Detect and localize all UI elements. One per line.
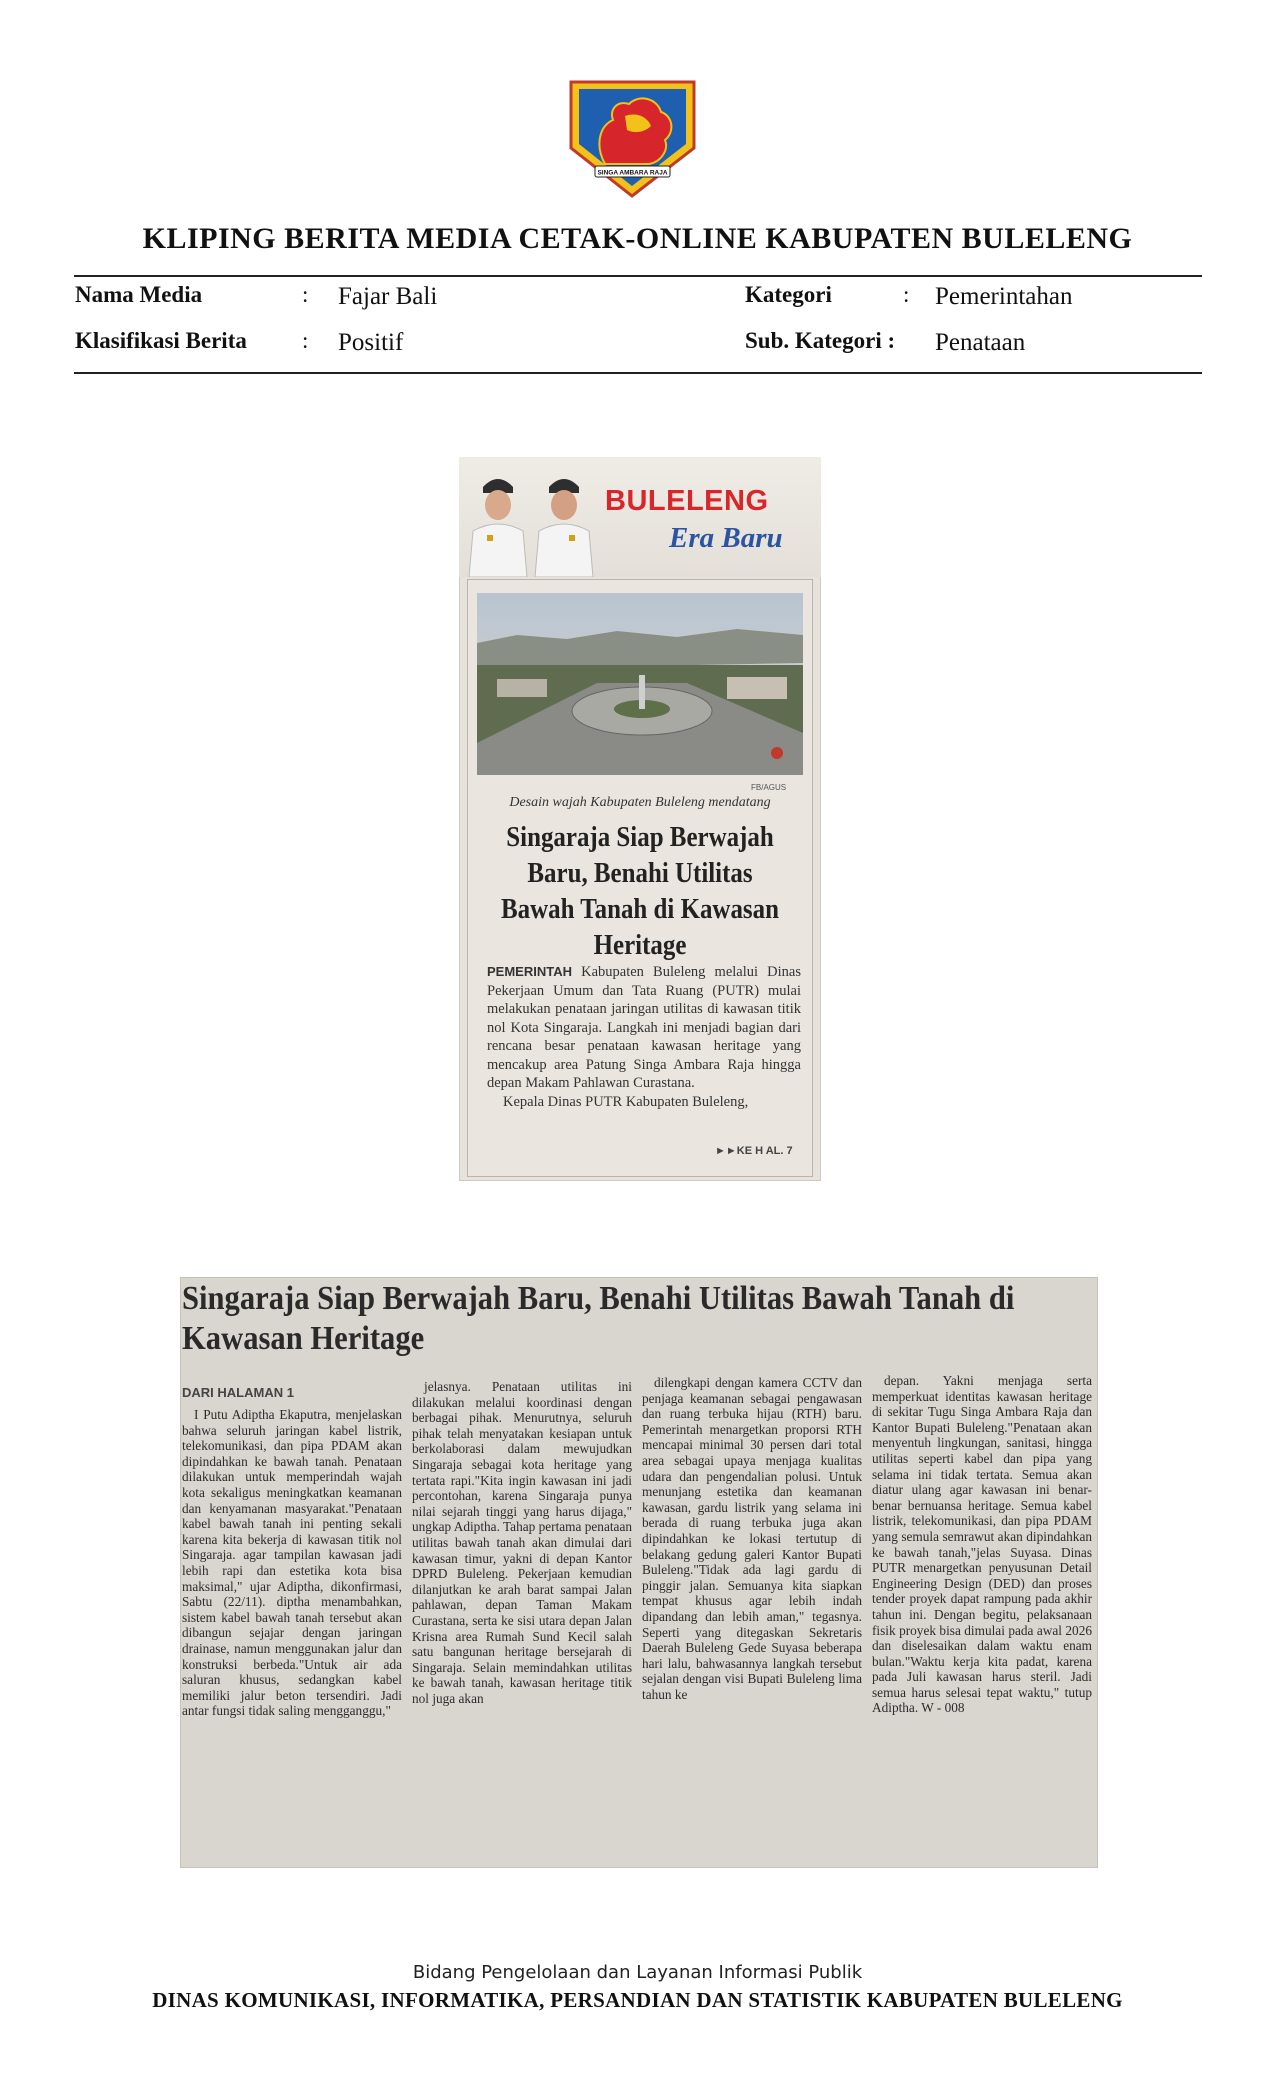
continuation-headline: Singaraja Siap Berwajah Baru, Benahi Utilitas Bawah Tanah di Kawasan Heritage — [182, 1280, 1015, 1357]
official-portrait-2 — [529, 465, 599, 577]
front-body-text — [487, 963, 801, 1111]
lead-word: PEMERINTAH — [487, 964, 572, 979]
kategori-colon: : — [903, 282, 910, 307]
column-2-text: jelasnya. Penataan utilitas ini dilakukan melalui koordinasi dengan berbagai pihak. Menurutnya, seluruh pihak telah menyatakan kesiapan untuk berkolaborasi dalam mewujudkan Singaraja sebagai kota heritage yang tertata rapi."Kita ingin kawasan ini jadi percontohan, karena Singaraja punya nilai sejarah tinggi yang harus dijaga," ungkap Adiptha. Tahap pertama penataan utilitas bawah tanah akan dimulai dari kawasan timur, yakni di depan Kantor DPRD Buleleng. Pekerjaan kemudian dilanjutkan ke arah barat sampai Jalan pahlawan, depan Taman Makam Curastana, serta ke sisi utara depan Jalan Krisna area Rumah Sund Kecil salah satu bangunan heritage bersejarah di Singaraja. Selain memindahkan utilitas ke bawah tanah, kawasan heritage titik nol juga akan — [412, 1379, 632, 1706]
brand-era-baru: Era Baru — [669, 522, 783, 554]
subkategori-value: Penataan — [935, 329, 1026, 356]
footer-agency: DINAS KOMUNIKASI, INFORMATIKA, PERSANDIAN DAN STATISTIK KABUPATEN BULELENG — [152, 1988, 1123, 2012]
emblem-banner-text: SINGA AMBARA RAJA — [597, 169, 668, 177]
front-headline: Singaraja Siap Berwajah Baru, Benahi Utilitas Bawah Tanah di Kawasan Heritage — [501, 821, 779, 961]
klasifikasi-colon: : — [302, 328, 309, 353]
singa-ambara-raja-emblem — [565, 76, 700, 200]
photo-caption: Desain wajah Kabupaten Buleleng mendatang — [509, 795, 771, 810]
article-column-3 — [642, 1375, 862, 1868]
klasifikasi-value: Positif — [338, 329, 404, 356]
official-portrait-1 — [463, 465, 533, 577]
page-title: KLIPING BERITA MEDIA CETAK-ONLINE KABUPATEN BULELENG — [142, 222, 1133, 255]
divider-top — [74, 275, 1202, 277]
brand-buleleng: BULELENG — [605, 485, 769, 517]
kategori-value: Pemerintahan — [935, 283, 1073, 310]
continued-marker: ►►KE H AL. 7 — [715, 1145, 793, 1157]
divider-meta — [74, 372, 1202, 374]
column-1-text: I Putu Adiptha Ekaputra, menjelaskan bahwa seluruh jaringan kabel listrik, telekomunikasi, dan pipa PDAM akan dipindahkan ke bawah tanah. Penataan dilakukan untuk memperindah wajah kota sekaligus meningkatkan keamanan dan kenyamanan masyarakat."Penataan kabel bawah tanah ini penting sekali karena kita bekerja di kawasan titik nol Singaraja. agar tampilan kawasan jadi lebih rapi dan estetika kota bisa maksimal," ujar Adiptha, dikonfirmasi, Sabtu (22/11). diptha menambahkan, sistem kabel bawah tanah tersebut akan dibangun sejajar dengan jaringan drainase, namun menggunakan jalur dan konstruksi berbeda."Untuk air ada saluran khusus, sedangkan kabel memiliki jalur beton tersendiri. Jadi antar fungsi tidak saling mengganggu," — [182, 1407, 402, 1719]
photo-credit: FB/AGUS — [751, 783, 787, 792]
footer-division: Bidang Pengelolaan dan Layanan Informasi Publik — [412, 1962, 863, 1983]
media-colon: : — [302, 282, 309, 307]
heritage-area-render-photo — [477, 593, 803, 775]
klasifikasi-label: Klasifikasi Berita — [75, 328, 247, 353]
from-page-label: DARI HALAMAN 1 — [182, 1385, 294, 1400]
news-clipping-front — [459, 457, 821, 1181]
kategori-label: Kategori — [745, 282, 832, 307]
front-body-last: Kepala Dinas PUTR Kabupaten Buleleng, — [503, 1093, 749, 1110]
news-clipping-continuation — [180, 1277, 1098, 1868]
article-column-4 — [872, 1373, 1092, 1868]
continued-text: KE H AL. 7 — [736, 1145, 793, 1157]
article-column-1 — [182, 1407, 402, 1868]
media-label: Nama Media — [75, 282, 203, 307]
media-value: Fajar Bali — [338, 283, 438, 310]
column-4-text: depan. Yakni menjaga serta memperkuat identitas kawasan heritage di sekitar Tugu Singa Ambara Raja dan Kantor Bupati Buleleng."Penataan akan menyentuh lingkungan, sanitasi, hingga utilitas seperti kabel dan pipa yang selama ini tidak tertata. Semua akan diatur ulang agar kawasan ini benar-benar bernuansa heritage. Semua kabel listrik, telekomunikasi, dan pipa PDAM yang semula semrawut akan dipindahkan ke bawah tanah,"jelas Suyasa. Dinas PUTR menargetkan penyusunan Detail Engineering Design (DED) dan proses tender proyek dapat rampung pada akhir tahun ini. Dengan begitu, pelaksanaan fisik proyek bisa dimulai pada awal 2026 dan diselesaikan dalam waktu enam bulan."Waktu kerja kita padat, karena pada Juli kawasan harus steril. Jadi semua harus selesai tepat waktu," tutup Adiptha. W - 008 — [872, 1373, 1092, 1716]
subkategori-label: Sub. Kategori : — [745, 328, 896, 353]
front-body: Kabupaten Buleleng melalui Dinas Pekerjaan Umum dan Tata Ruang (PUTR) mulai melakukan penataan jaringan utilitas di kawasan titik nol Kota Singaraja. Langkah ini menjadi bagian dari rencana besar penataan kawasan heritage yang mencakup area Patung Singa Ambara Raja hingga depan Makam Pahlawan Curastana. — [487, 964, 801, 1091]
column-3-text: dilengkapi dengan kamera CCTV dan penjaga keamanan sebagai pengawasan dan ruang terbuka hijau (RTH) baru. Pemerintah menargetkan proporsi RTH mencapai minimal 30 persen dari total area sebagai upaya menjaga kualitas udara dan pengendalian polusi. Untuk menunjang estetika dan keamanan kawasan, gardu listrik yang selama ini berada di ruang terbuka juga akan dipindahkan ke lokasi tertutup di belakang gedung galeri Kantor Bupati Buleleng."Tidak ada lagi gardu di pinggir jalan. Semuanya kita siapkan tempat khusus agar lebih indah dipandang dan lebih aman," tegasnya. Seperti yang ditegaskan Sekretaris Daerah Buleleng Gede Suyasa beberapa hari lalu, bahwasannya langkah tersebut sejalan dengan visi Bupati Buleleng lima tahun ke — [642, 1375, 862, 1702]
article-column-2 — [412, 1379, 632, 1868]
